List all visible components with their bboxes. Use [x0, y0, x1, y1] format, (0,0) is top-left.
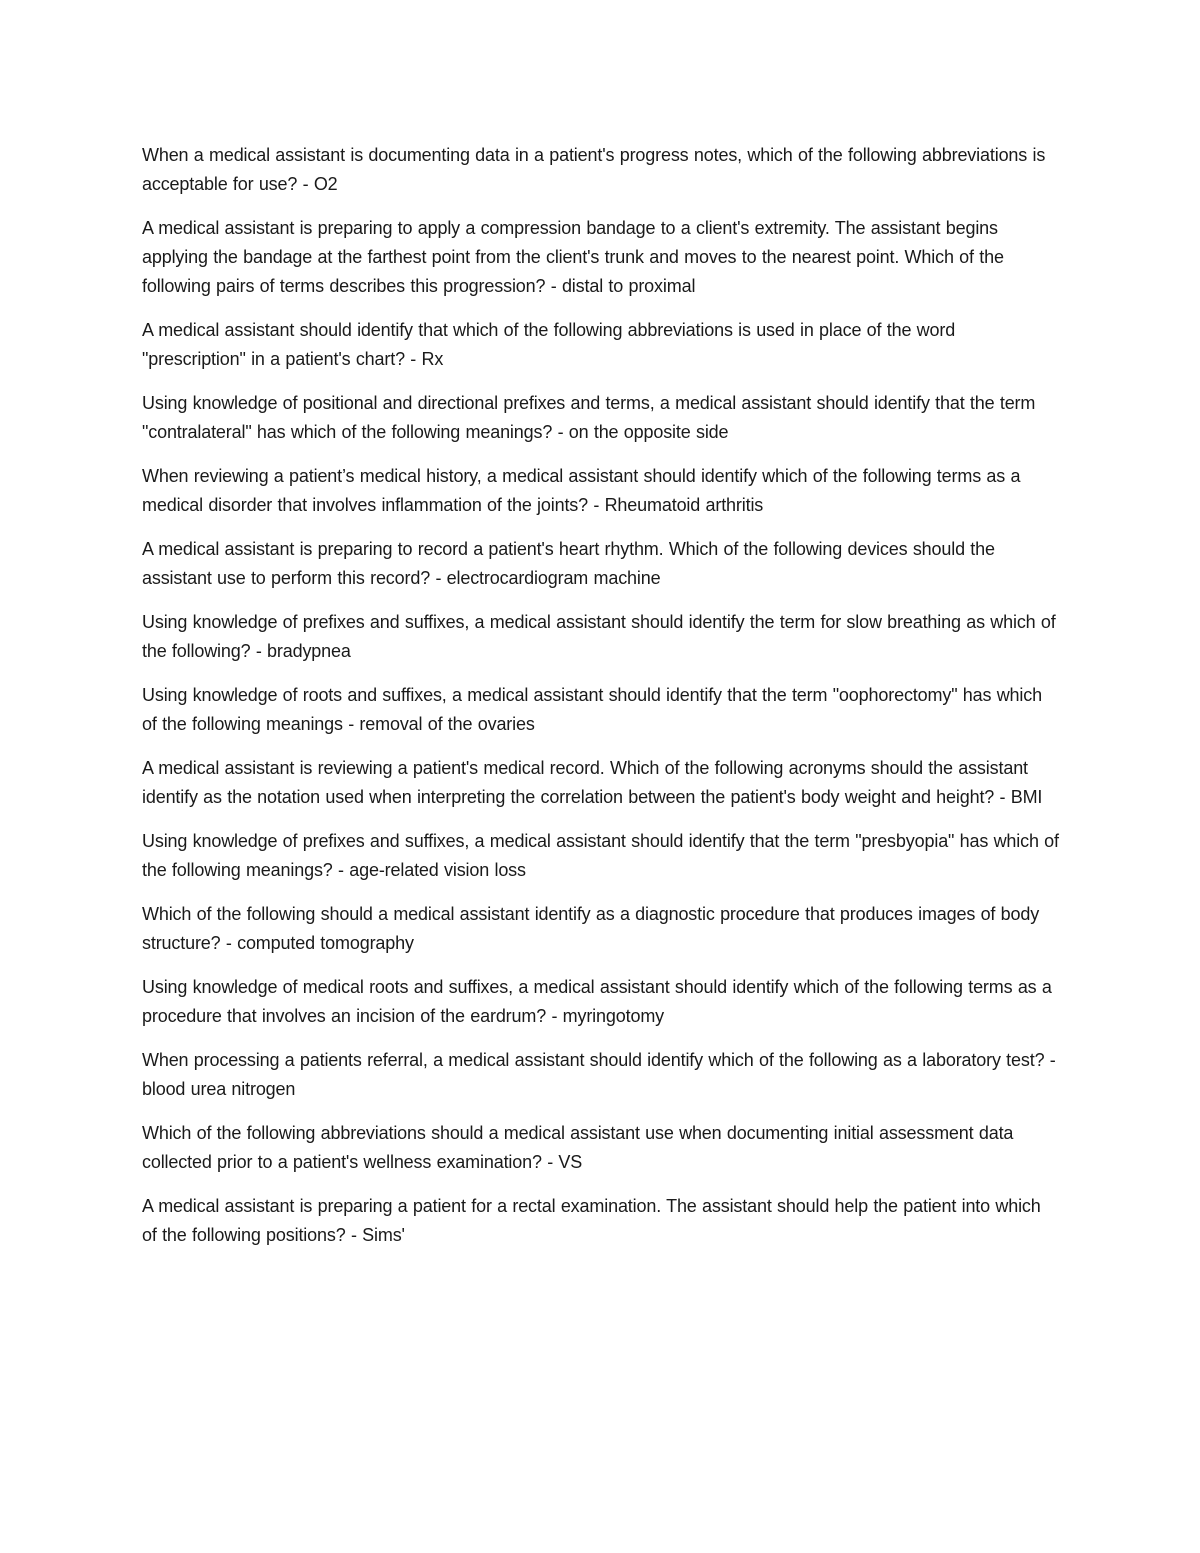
- qa-item: Using knowledge of roots and suffixes, a medical assistant should identify that the term "oophorectomy" has which of the following meanings - removal of the ovaries: [142, 685, 1042, 734]
- question-text: Which of the following should a medical assistant identify as a diagnostic procedure that produces images of body structure?: [142, 904, 1040, 953]
- answer-text: VS: [558, 1152, 583, 1172]
- question-text: When reviewing a patient’s medical history, a medical assistant should identify which of the following terms as a medical disorder that involves inflammation of the joints?: [142, 466, 1021, 515]
- qa-item: A medical assistant is reviewing a patient's medical record. Which of the following acronyms should the assistant identify as the notation used when interpreting the correlation between the patient's body weight and height? - BMI: [142, 758, 1043, 807]
- answer-text: Sims': [362, 1225, 405, 1245]
- qa-item: Using knowledge of positional and directional prefixes and terms, a medical assistant should identify that the term "contralateral" has which of the following meanings? - on the opposite side: [142, 393, 1036, 442]
- question-text: A medical assistant is preparing to apply a compression bandage to a client's extremity. The assistant begins applying the bandage at the farthest point from the client's trunk and moves to the nearest point. Which of the following pairs of terms describes this progression?: [142, 218, 1004, 296]
- answer-text: BMI: [1010, 787, 1043, 807]
- question-text: A medical assistant is preparing to record a patient's heart rhythm. Which of the following devices should the assistant use to perform this record?: [142, 539, 995, 588]
- qa-item: A medical assistant is preparing to apply a compression bandage to a client's extremity. The assistant begins applying the bandage at the farthest point from the client's trunk and moves to the nearest point. Which of the following pairs of terms describes this progression? - distal to proximal: [142, 218, 1004, 296]
- answer-text: computed tomography: [237, 933, 414, 953]
- answer-text: removal of the ovaries: [359, 714, 535, 734]
- question-text: Using knowledge of prefixes and suffixes, a medical assistant should identify that the term "presbyopia" has which of the following meanings?: [142, 831, 1059, 880]
- question-text: When processing a patients referral, a medical assistant should identify which of the following as a laboratory test?: [142, 1050, 1045, 1070]
- answer-text: electrocardiogram machine: [446, 568, 661, 588]
- question-text: Using knowledge of medical roots and suffixes, a medical assistant should identify which of the following terms as a procedure that involves an incision of the eardrum?: [142, 977, 1052, 1026]
- qa-item: Using knowledge of prefixes and suffixes, a medical assistant should identify that the term "presbyopia" has which of the following meanings? - age-related vision loss: [142, 831, 1059, 880]
- question-text: A medical assistant is preparing a patient for a rectal examination. The assistant should help the patient into which of the following positions?: [142, 1196, 1041, 1245]
- qa-item: Which of the following should a medical assistant identify as a diagnostic procedure that produces images of body structure? - computed tomography: [142, 904, 1040, 953]
- answer-text: O2: [313, 174, 338, 194]
- question-text: A medical assistant is reviewing a patient's medical record. Which of the following acronyms should the assistant identify as the notation used when interpreting the correlation between the patient's body weight and height?: [142, 758, 1028, 807]
- question-text: When a medical assistant is documenting data in a patient's progress notes, which of the following abbreviations is acceptable for use?: [142, 145, 1046, 194]
- answer-text: distal to proximal: [561, 276, 696, 296]
- qa-item: When reviewing a patient’s medical history, a medical assistant should identify which of the following terms as a medical disorder that involves inflammation of the joints? - Rheumatoid arthritis: [142, 466, 1021, 515]
- qa-list: [142, 141, 1060, 1250]
- qa-item: When a medical assistant is documenting data in a patient's progress notes, which of the following abbreviations is acceptable for use? - O2: [142, 145, 1046, 194]
- qa-item: A medical assistant is preparing a patient for a rectal examination. The assistant should help the patient into which of the following positions? - Sims': [142, 1196, 1041, 1245]
- question-text: Using knowledge of prefixes and suffixes, a medical assistant should identify the term for slow breathing as which of the following?: [142, 612, 1056, 661]
- question-text: Which of the following abbreviations should a medical assistant use when documenting initial assessment data collected prior to a patient's wellness examination?: [142, 1123, 1014, 1172]
- answer-text: blood urea nitrogen: [142, 1079, 296, 1099]
- question-text: Using knowledge of roots and suffixes, a medical assistant should identify that the term "oophorectomy" has which of the following meanings: [142, 685, 1042, 734]
- qa-item: A medical assistant is preparing to record a patient's heart rhythm. Which of the following devices should the assistant use to perform this record? - electrocardiogram machine: [142, 539, 995, 588]
- qa-item: Using knowledge of medical roots and suffixes, a medical assistant should identify which of the following terms as a procedure that involves an incision of the eardrum? - myringotomy: [142, 977, 1052, 1026]
- answer-text: on the opposite side: [568, 422, 729, 442]
- answer-text: Rx: [421, 349, 444, 369]
- qa-item: Using knowledge of prefixes and suffixes, a medical assistant should identify the term for slow breathing as which of the following? - bradypnea: [142, 612, 1056, 661]
- question-text: Using knowledge of positional and directional prefixes and terms, a medical assistant should identify that the term "contralateral" has which of the following meanings?: [142, 393, 1036, 442]
- qa-item: When processing a patients referral, a medical assistant should identify which of the following as a laboratory test? - blood urea nitrogen: [142, 1050, 1056, 1099]
- answer-text: Rheumatoid arthritis: [604, 495, 764, 515]
- question-text: A medical assistant should identify that which of the following abbreviations is used in place of the word "prescription" in a patient's chart?: [142, 320, 956, 369]
- answer-text: bradypnea: [267, 641, 351, 661]
- qa-item: Which of the following abbreviations should a medical assistant use when documenting initial assessment data collected prior to a patient's wellness examination? - VS: [142, 1123, 1014, 1172]
- answer-text: myringotomy: [562, 1006, 665, 1026]
- answer-text: age-related vision loss: [349, 860, 526, 880]
- qa-item: A medical assistant should identify that which of the following abbreviations is used in place of the word "prescription" in a patient's chart? - Rx: [142, 320, 956, 369]
